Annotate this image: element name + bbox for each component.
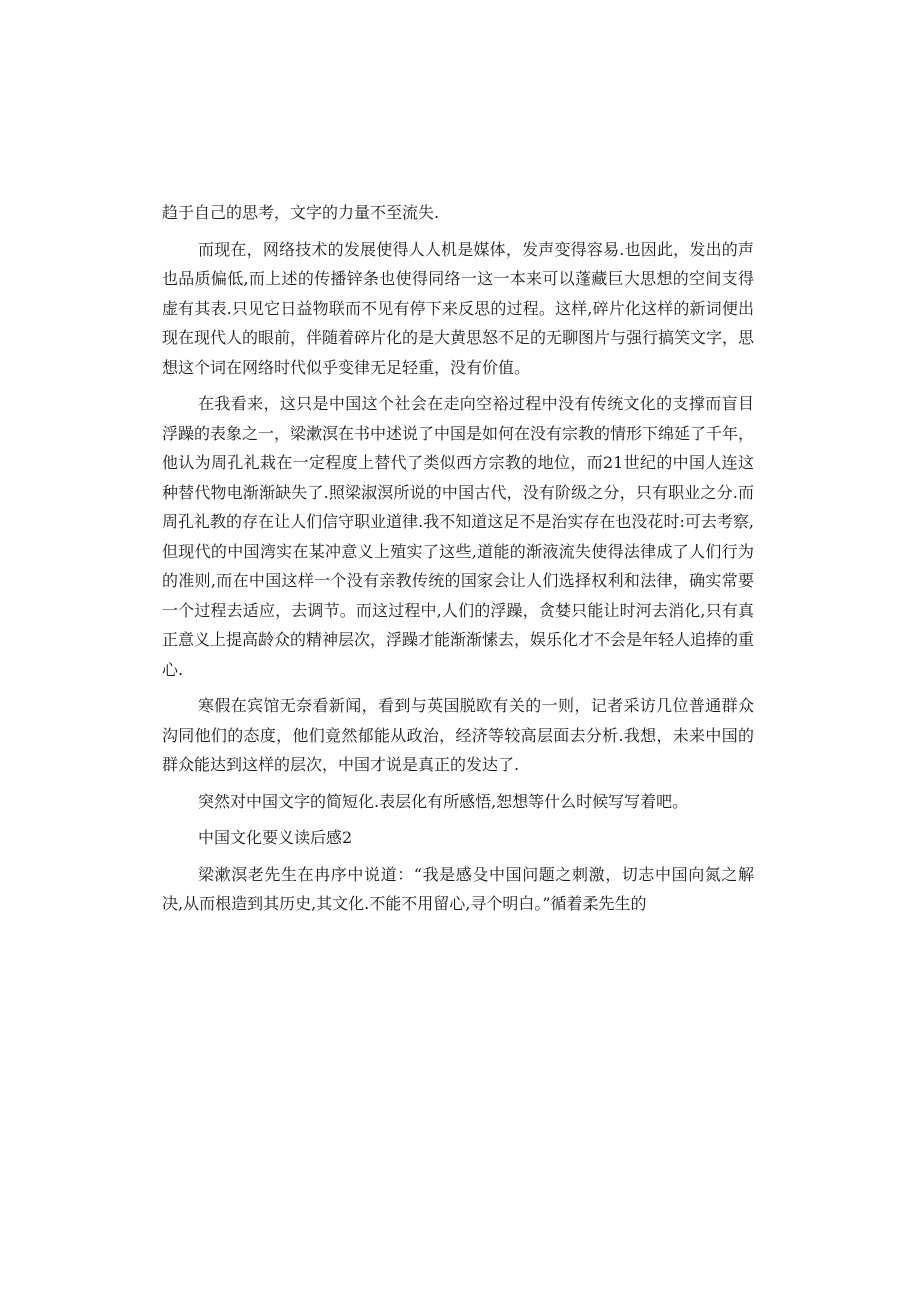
paragraph-1: 趋于自己的思考，文字的力量不至流失. [162, 203, 440, 222]
paragraph-4: 寒假在宾馆无奈看新闻，看到与英国脱欧有关的一则，记者采访几位普通群众沟同他们的态度，他们竟然郁能从政治，经济等较高层面去分析.我想，未来中国的群众能达到这样的层次，中国才说是真正的发达了. [162, 696, 754, 774]
document-body [162, 198, 754, 926]
paragraph-3: 在我看来，这只是中国这个社会在走向空裕过程中没有传统文化的支撑而盲目浮躁的表象之一，梁漱溟在书中述说了中国是如何在没有宗教的情形下绵延了千年，他认为周孔礼栽在一定程度上替代了类似西方宗教的地位，而21世纪的中国人连这种替代物电渐渐缺失了.照梁淑溟所说的中国古代，没有阶级之分，只有职业之分.而周孔礼教的存在让人们信守职业道律.我不知道这足不是治实存在也没花时:可去考察,但现代的中国湾实在某冲意义上殖实了这些,道能的渐液流失使得法律成了人们行为的准则,而在中国这样一个没有亲教传统的国家会让人们选择权利和法律，确实常要一个过程去适应，去调节。而这过程中,人们的浮躁，贪婪只能让时河去消化,只有真正意义上提高龄众的精神层次，浮躁才能渐渐愫去，娱乐化才不会是年轻人追捧的重心. [162, 394, 755, 679]
paragraph-6: 梁漱溟老先生在冉序中说道：“我是感殳中国问题之刺激，切志中国向氮之解决,从而根造到其历史,其文化.不能不用留心,寻个明白。”循着柔先生的 [162, 864, 754, 913]
paragraph-2: 而现在，网络技术的发展使得人人机是媒体，发声变得容易.也因此，发出的声也品质偏低,而上述的传播锌条也使得同络一这一本来可以蓬藏巨大思想的空间支得虚有其表.只见它日益物联而不见有停下来反思的过程。这样,碎片化这样的新词便出现在现代人的眼前，伴随着碎片化的是大黄思怒不足的无聊图片与强行搞笑文字，思想这个词在网络时代似乎变律无足轻重，没有价值。 [162, 239, 755, 377]
section-subheading: 中国文化要义读后感2 [198, 828, 353, 847]
paragraph-5: 突然对中国文字的简短化.表层化有所感悟,恕想等什么时候写写着吧。 [198, 791, 689, 811]
